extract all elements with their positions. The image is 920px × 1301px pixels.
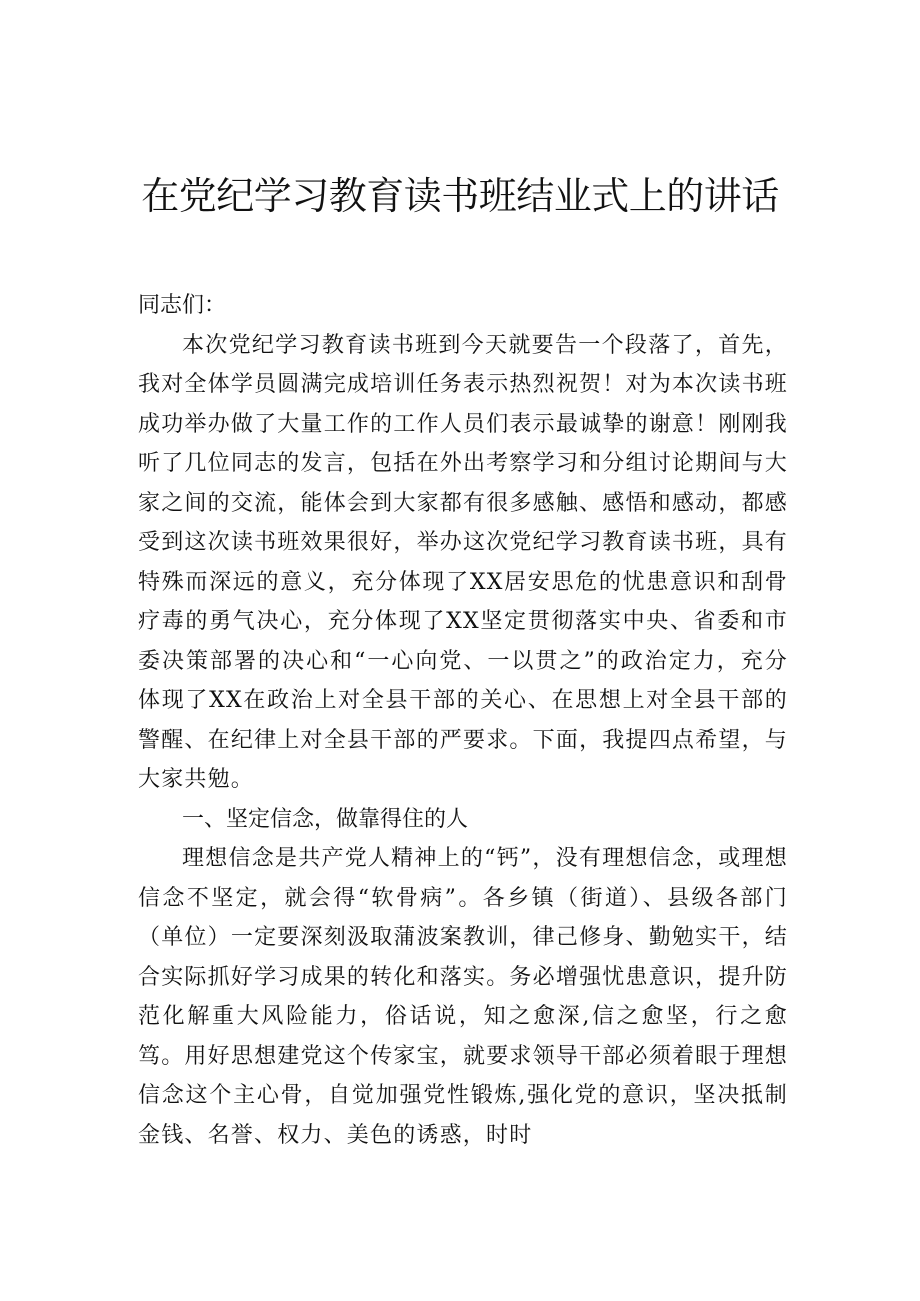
- section-heading: 一、坚定信念，做靠得住的人: [182, 806, 469, 832]
- section-paragraph: 理想信念是共产党人精神上的“钙”，没有理想信念，或理想信念不坚定，就会得“软骨病”。各乡镇（街道）、县级各部门（单位）一定要深刻汲取蒲波案教训，律己修身、勤勉实干，结合实际抓好学习成果的转化和落实。务必增强忧患意识，提升防范化解重大风险能力，俗话说，知之愈深,信之愈坚，行之愈笃。用好思想建党这个传家宝，就要求领导干部必须着眼于理想信念这个主心骨，自觉加强党性锻炼,强化党的意识，坚决抵制金钱、名誉、权力、美色的诱惑，时时: [138, 846, 788, 1148]
- salutation: 同志们：: [138, 293, 227, 318]
- document-body: [138, 286, 788, 1155]
- document-title: 在党纪学习教育读书班结业式上的讲话: [141, 174, 779, 218]
- body-paragraph: 本次党纪学习教育读书班到今天就要告一个段落了，首先，我对全体学员圆满完成培训任务表示热烈祝贺！对为本次读书班成功举办做了大量工作的工作人员们表示最诚挚的谢意！刚刚我听了几位同志的发言，包括在外出考察学习和分组讨论期间与大家之间的交流，能体会到大家都有很多感触、感悟和感动，都感受到这次读书班效果很好，举办这次党纪学习教育读书班，具有特殊而深远的意义，充分体现了XX居安思危的忧患意识和刮骨疗毒的勇气决心，充分体现了XX坚定贯彻落实中央、省委和市委决策部署的决心和“一心向党、一以贯之”的政治定力，充分体现了XX在政治上对全县干部的关心、在思想上对全县干部的警醒、在纪律上对全县干部的严要求。下面，我提四点希望，与大家共勉。: [138, 332, 788, 792]
